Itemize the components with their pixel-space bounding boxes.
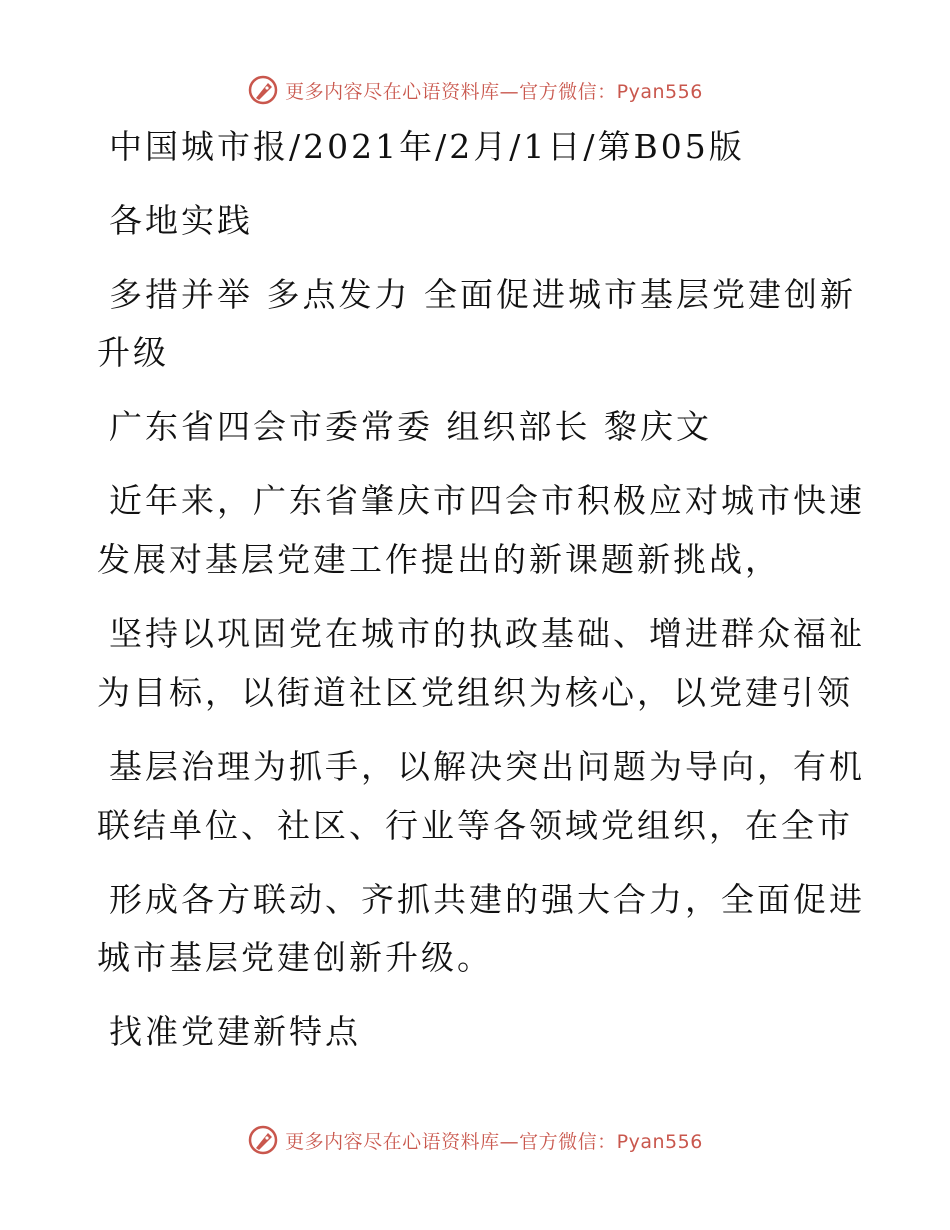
watermark-text: 更多内容尽在心语资料库—官方微信：Pyan556 (285, 1130, 703, 1153)
article-title-line: 升级 (97, 333, 169, 372)
paragraph-line: 近年来，广东省肇庆市四会市积极应对城市快速 (109, 481, 865, 520)
paragraph-line: 形成各方联动、齐抓共建的强大合力，全面促进 (109, 880, 865, 919)
section-heading: 各地实践 (109, 201, 253, 240)
paragraph-line: 发展对基层党建工作提出的新课题新挑战， (97, 540, 781, 579)
paragraph-line: 坚持以巩固党在城市的执政基础、增进群众福祉 (109, 614, 865, 653)
watermark-text: 更多内容尽在心语资料库—官方微信：Pyan556 (285, 80, 703, 103)
paragraph-line: 为目标，以街道社区党组织为核心，以党建引领 (97, 673, 853, 712)
pen-nib-in-circle-icon (247, 74, 279, 106)
article-title-line: 多措并举 多点发力 全面促进城市基层党建创新 (109, 275, 856, 314)
watermark-banner-bottom (0, 1120, 950, 1160)
author-line: 广东省四会市委常委 组织部长 黎庆文 (109, 407, 712, 446)
paragraph-line: 联结单位、社区、行业等各领域党组织，在全市 (97, 806, 853, 845)
subheading: 找准党建新特点 (109, 1012, 361, 1051)
watermark-banner-top (0, 70, 950, 110)
paragraph-line: 城市基层党建创新升级。 (97, 938, 493, 977)
paragraph-line: 基层治理为抓手，以解决突出问题为导向，有机 (109, 747, 865, 786)
source-line: 中国城市报/2021年/2月/1日/第B05版 (109, 127, 745, 166)
pen-nib-in-circle-icon (247, 1124, 279, 1156)
